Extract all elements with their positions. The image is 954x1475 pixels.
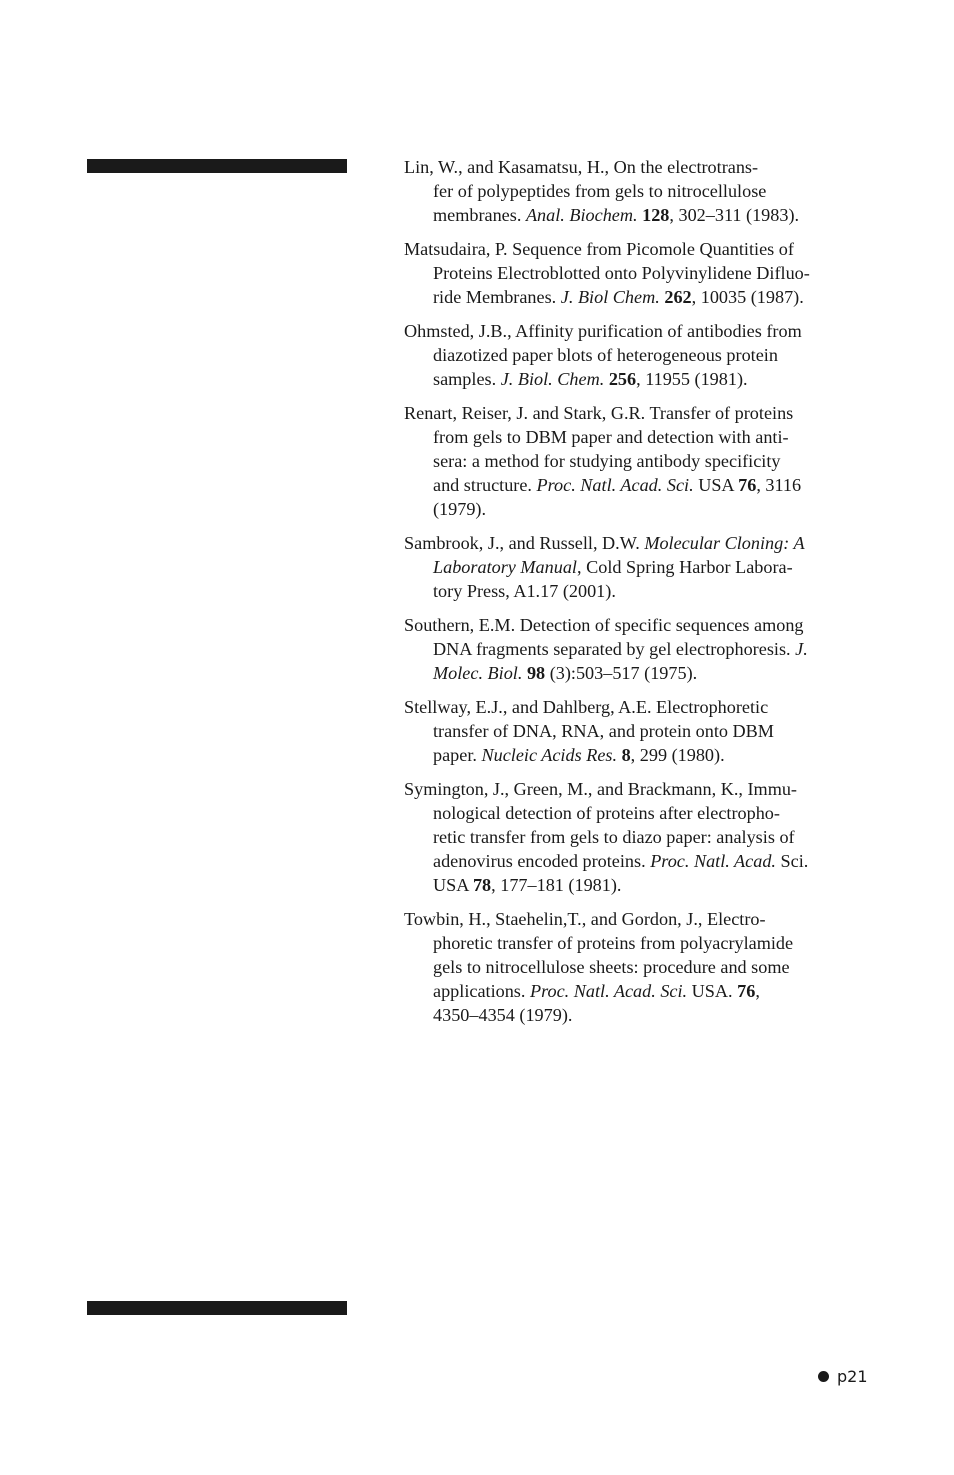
reference-volume: 98: [526, 663, 546, 683]
reference-italic-text: Proc. Natl. Acad. Sci.: [536, 475, 694, 495]
reference-text: adenovirus encoded proteins.: [433, 851, 651, 871]
reference-text: tory Press, A1.17 (2001).: [433, 581, 616, 601]
reference-text: Symington, J., Green, M., and Brackmann, K., Immu-: [404, 779, 797, 799]
reference-text: Renart, Reiser, J. and Stark, G.R. Transfer of proteins: [404, 403, 794, 423]
bullet-dot-icon: [818, 1371, 829, 1382]
reference-italic-text: J.: [795, 639, 808, 659]
reference-text: ,: [755, 981, 760, 1001]
page-folio: [818, 1367, 868, 1386]
reference-text: (1979).: [433, 499, 487, 519]
reference-text: fer of polypeptides from gels to nitrocellulose: [433, 181, 767, 201]
reference-entry: [404, 777, 874, 897]
reference-text: and structure.: [433, 475, 537, 495]
reference-entry: [404, 155, 874, 227]
reference-italic-text: Anal. Biochem.: [525, 205, 638, 225]
reference-italic-text: Molecular Cloning: A: [644, 533, 805, 553]
reference-text: gels to nitrocellulose sheets: procedure and some: [433, 957, 790, 977]
reference-text: , 3116: [756, 475, 802, 495]
reference-text: , 177–181 (1981).: [491, 875, 622, 895]
reference-text: , 11955 (1981).: [636, 369, 748, 389]
reference-text: USA: [693, 475, 739, 495]
reference-text: USA.: [687, 981, 738, 1001]
reference-volume: 78: [472, 875, 492, 895]
reference-entry: [404, 613, 874, 685]
reference-italic-text: Laboratory Manual: [433, 557, 577, 577]
reference-list: [404, 155, 874, 1037]
reference-volume: 128: [642, 205, 670, 225]
reference-text: USA: [433, 875, 473, 895]
reference-volume: 256: [608, 369, 637, 389]
reference-text: , 299 (1980).: [630, 745, 725, 765]
reference-text: membranes.: [433, 205, 526, 225]
reference-italic-text: Proc. Natl. Acad. Sci.: [529, 981, 688, 1001]
reference-volume: 8: [621, 745, 631, 765]
reference-entry: [404, 319, 874, 391]
reference-text: from gels to DBM paper and detection with anti-: [433, 427, 789, 447]
reference-italic-text: Molec. Biol.: [433, 663, 523, 683]
reference-entry: [404, 907, 874, 1027]
reference-italic-text: J. Biol. Chem.: [500, 369, 605, 389]
reference-volume: 76: [738, 475, 757, 495]
reference-italic-text: J. Biol Chem.: [560, 287, 660, 307]
reference-text: Sci.: [775, 851, 809, 871]
reference-text: nological detection of proteins after electropho-: [433, 803, 780, 823]
reference-text: samples.: [433, 369, 501, 389]
reference-volume: 76: [737, 981, 756, 1001]
reference-entry: [404, 531, 874, 603]
bottom-section-rule: [87, 1301, 347, 1315]
reference-text: sera: a method for studying antibody specificity: [433, 451, 781, 471]
reference-text: , 302–311 (1983).: [669, 205, 800, 225]
reference-entry: [404, 401, 874, 521]
reference-text: Stellway, E.J., and Dahlberg, A.E. Electrophoretic: [404, 697, 769, 717]
reference-text: (3):503–517 (1975).: [545, 663, 698, 683]
reference-text: transfer of DNA, RNA, and protein onto DBM: [433, 721, 774, 741]
reference-text: Southern, E.M. Detection of specific sequences among: [404, 615, 804, 635]
reference-text: Proteins Electroblotted onto Polyvinylidene Difluo-: [433, 263, 810, 283]
reference-entry: [404, 237, 874, 309]
reference-text: phoretic transfer of proteins from polyacrylamide: [433, 933, 794, 953]
reference-italic-text: Nucleic Acids Res.: [481, 745, 618, 765]
reference-text: diazotized paper blots of heterogeneous protein: [433, 345, 778, 365]
reference-entry: [404, 695, 874, 767]
reference-text: Lin, W., and Kasamatsu, H., On the electrotrans-: [404, 157, 759, 177]
reference-text: 4350–4354 (1979).: [433, 1005, 573, 1025]
page-number: p21: [837, 1367, 868, 1386]
reference-text: Ohmsted, J.B., Affinity purification of antibodies from: [404, 321, 802, 341]
reference-text: paper.: [433, 745, 482, 765]
reference-text: ride Membranes.: [433, 287, 561, 307]
reference-text: applications.: [433, 981, 530, 1001]
reference-italic-text: Proc. Natl. Acad.: [650, 851, 776, 871]
reference-text: retic transfer from gels to diazo paper: analysis of: [433, 827, 795, 847]
reference-text: DNA fragments separated by gel electrophoresis.: [433, 639, 796, 659]
reference-volume: 262: [664, 287, 692, 307]
reference-text: Sambrook, J., and Russell, D.W.: [404, 533, 645, 553]
reference-text: Towbin, H., Staehelin,T., and Gordon, J., Electro-: [404, 909, 766, 929]
reference-text: , Cold Spring Harbor Labora-: [577, 557, 793, 577]
top-section-rule: [87, 159, 347, 173]
reference-text: Matsudaira, P. Sequence from Picomole Quantities of: [404, 239, 794, 259]
reference-text: , 10035 (1987).: [691, 287, 804, 307]
